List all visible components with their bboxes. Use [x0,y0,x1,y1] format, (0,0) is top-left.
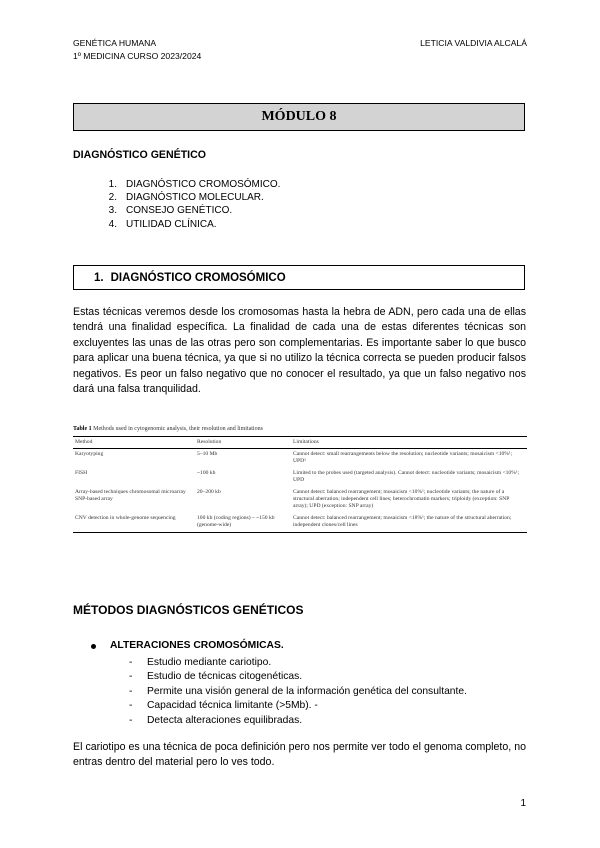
bullet-dot-icon [91,644,96,649]
list-item: - Permite una visión general de la información genética del consultante. [129,685,467,697]
table-row: Array-based techniques chromosomal microarray SNP-based array 20–200 kb Cannot detect: balanced rearrangement; mosaicism <10%¹; nucleotide variants; the nature of a structural aberration; independent cell lines; heterochromatin markers; triploidy (exception: SNP array); UPD (exception: SNP array) [75,489,510,509]
section-heading: DIAGNÓSTICO GENÉTICO [73,149,207,161]
list-item: - Estudio de técnicas citogenéticas. [129,671,303,682]
toc-item: 2. DIAGNÓSTICO MOLECULAR. [108,192,264,204]
closing-paragraph: El cariotipo es una técnica de poca definición pero nos permite ver todo el genoma completo, no entras dentro del material pero lo ves todo. [73,741,526,769]
page-number: 1 [520,798,526,809]
header-left [73,37,201,63]
methods-table [73,425,527,533]
module-title-box [73,103,525,131]
toc-item: 4. UTILIDAD CLÍNICA. [108,218,217,230]
section-1-number: 1. [94,271,104,284]
table-row: Karyotyping 5–10 Mb Cannot detect: small rearrangements below the resolution; nucleotide variants; mosaicism <10%¹; UPD² [75,451,513,464]
table-header-row: Method Resolution Limitations [73,437,527,449]
intro-paragraph: Estas técnicas veremos desde los cromosomas hasta la hebra de ADN, pero cada una de ellas tendrá una finalidad específica. La finalidad de cada una de estas diferentes técnicas son excluyentes las unas de las otras pero son complementarias. Es importante saber lo que busco para aplicar una buena técnica, ya que si no utilizo la técnica correcta se pueden producir falsos negativos. Es peor un falso negativo que no conocer el resultado, ya que un falso negativo nos dará una falsa tranquilidad. [73,306,526,396]
table-caption: Table 1 Methods used in cytogenomic analysis, their resolution and limitations [73,426,263,432]
toc-item: 1. DIAGNÓSTICO CROMOSÓMICO. [108,179,281,190]
header-course: 1º MEDICINA CURSO 2023/2024 [73,51,202,61]
toc-list [99,178,280,231]
alterations-list [91,639,521,728]
alterations-bullet: ALTERACIONES CROMOSÓMICAS. [91,639,521,654]
methods-heading: MÉTODOS DIAGNÓSTICOS GENÉTICOS [73,603,304,617]
header-author: LETICIA VALDIVIA ALCALÁ [420,38,527,48]
section-1-title: DIAGNÓSTICO CROMOSÓMICO [110,271,286,284]
toc-item: 3. CONSEJO GENÉTICO. [108,205,233,217]
list-item: - Estudio mediante cariotipo. [129,656,272,668]
table-row: CNV detection in whole-genome sequencing 100 kb (coding regions) – ~150 kb (genome-wide) Cannot detect: balanced rearrangement; mosaicism <18%¹; the nature of the structural aberration; independent clones/cell lines [73,513,527,533]
table-row: FISH ~100 kb Limited to the probes used (targeted analysis). Cannot detect: nucleotide variants; mosaicism <10%¹; UPD [75,470,520,483]
list-item: - Detecta alteraciones equilibradas. [129,714,303,726]
header-subject: GENÉTICA HUMANA [73,38,157,48]
section-1-box [73,265,525,290]
list-item: - Capacidad técnica limitante (>5Mb). - [129,700,318,711]
module-title: MÓDULO 8 [261,109,337,124]
